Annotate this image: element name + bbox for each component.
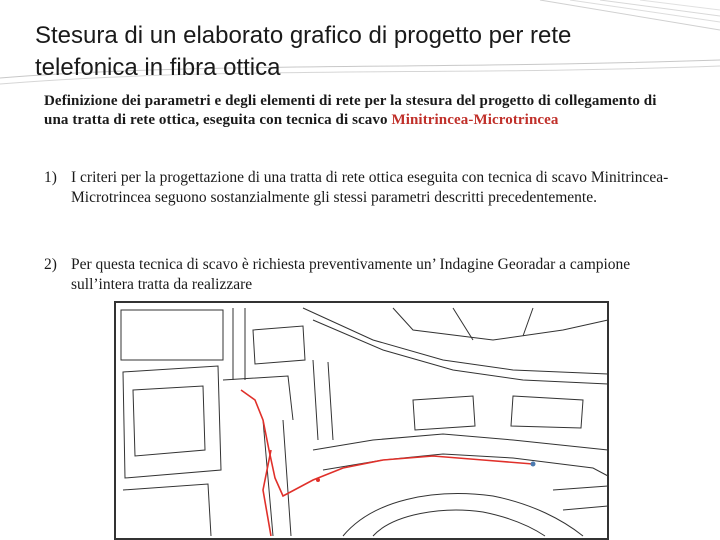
page-title: Stesura di un elaborato grafico di progetto per rete telefonica in fibra ottica (35, 22, 572, 81)
list-item-number: 1) (44, 169, 57, 186)
intro-paragraph (44, 92, 684, 130)
list-item-number: 2) (44, 256, 57, 273)
list-item (44, 168, 694, 208)
intro-text: Definizione dei parametri e degli elementi di rete per la stesura del progetto di collegamento di una tratta di rete ottica, eseguita con tecnica di scavo (44, 93, 657, 128)
intro-highlight: Minitrincea-Microtrincea (391, 112, 559, 128)
list-item-text: Per questa tecnica di scavo è richiesta preventivamente un’ Indagine Georadar a campione sull’intera tratta da realizzare (71, 256, 631, 293)
project-map-drawing (113, 300, 610, 540)
list-item-text: I criteri per la progettazione di una tratta di rete ottica eseguita con tecnica di scavo Minitrincea-Microtrincea seguono sostanzialmente gli stessi parametri descritti precedentemente. (71, 169, 669, 206)
list-item (44, 255, 694, 295)
